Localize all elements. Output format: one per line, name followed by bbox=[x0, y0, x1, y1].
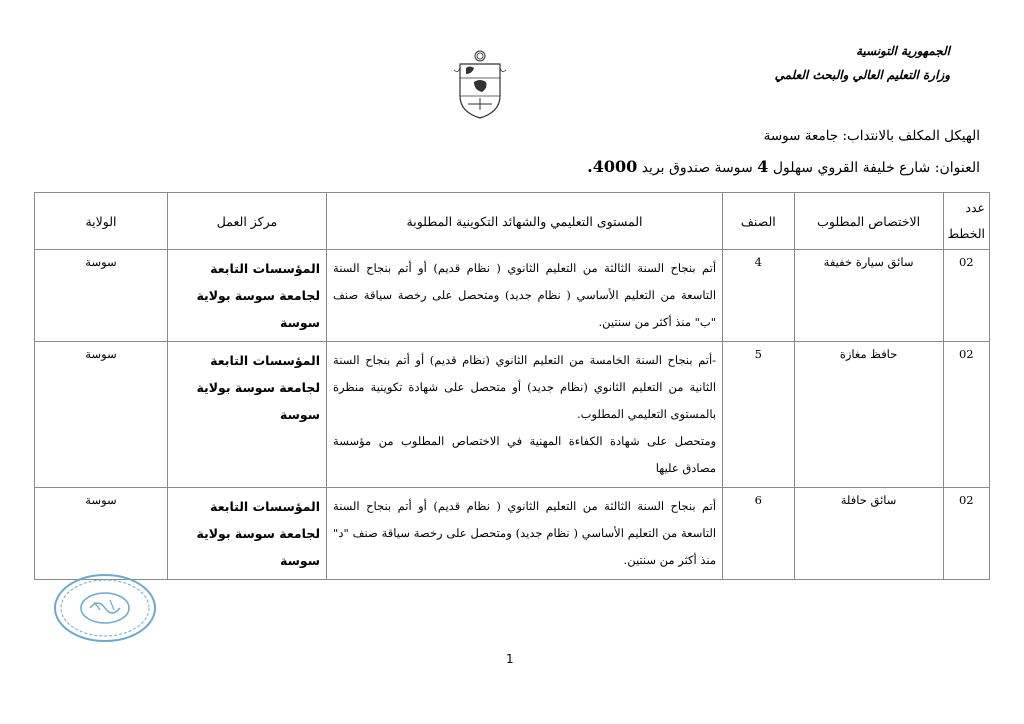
row-state: سوسة bbox=[35, 250, 168, 342]
table-row bbox=[35, 342, 990, 488]
recruiting-body-line bbox=[80, 128, 980, 144]
postal-code: 4000. bbox=[587, 157, 638, 176]
page-number: 1 bbox=[506, 652, 514, 666]
row-qualifications bbox=[327, 250, 723, 342]
recruiter-value: جامعة سوسة bbox=[763, 128, 839, 144]
address-label: العنوان: bbox=[934, 160, 980, 176]
row-work-center: المؤسسات التابعة لجامعة سوسة بولاية سوسة bbox=[167, 488, 326, 580]
address-city: سوسة صندوق بريد bbox=[641, 160, 753, 176]
header-grade: الصنف bbox=[723, 193, 795, 250]
header-qualifications: المستوى التعليمي والشهائد التكوينية المطلوبة bbox=[327, 193, 723, 250]
header-specialty: الاختصاص المطلوب bbox=[794, 193, 943, 250]
header-count: عدد الخطط bbox=[943, 193, 989, 250]
header-work-center: مركز العمل bbox=[167, 193, 326, 250]
row-count: 02 bbox=[943, 342, 989, 488]
ministry-header bbox=[775, 44, 950, 82]
table-header-row bbox=[35, 193, 990, 250]
university-stamp-seal bbox=[52, 572, 158, 644]
row-grade: 4 bbox=[723, 250, 795, 342]
row-count: 02 bbox=[943, 488, 989, 580]
row-qualifications bbox=[327, 488, 723, 580]
row-qualifications bbox=[327, 342, 723, 488]
row-specialty: سائق حافلة bbox=[794, 488, 943, 580]
row-state: سوسة bbox=[35, 488, 168, 580]
table-row bbox=[35, 488, 990, 580]
row-state: سوسة bbox=[35, 342, 168, 488]
address-number: 4 bbox=[757, 157, 769, 176]
row-specialty: سائق سيارة خفيفة bbox=[794, 250, 943, 342]
header-state: الولاية bbox=[35, 193, 168, 250]
address-street: شارع خليفة القروي سهلول bbox=[772, 160, 931, 176]
qualification-text: -أتم بنجاح السنة الخامسة من التعليم الثانوي (نظام قديم) أو أتم بنجاح السنة الثانية من التعليم الثانوي (نظام جديد) أو متحصل على شهادة تكوينية منظرة بالمستوى التعليمي المطلوب. bbox=[333, 353, 717, 421]
row-grade: 6 bbox=[723, 488, 795, 580]
row-count: 02 bbox=[943, 250, 989, 342]
qualification-text: أتم بنجاح السنة الثالثة من التعليم الثانوي ( نظام قديم) أو أتم بنجاح السنة التاسعة من التعليم الأساسي ( نظام جديد) ومتحصل على رخصة سياقة صنف "د" منذ أكثر من سنتين. bbox=[333, 499, 717, 567]
positions-table bbox=[34, 192, 990, 580]
table-row bbox=[35, 250, 990, 342]
republic-title: الجمهورية التونسية bbox=[855, 44, 950, 58]
qualification-text: ومتحصل على شهادة الكفاءة المهنية في الاختصاص المطلوب من مؤسسة مصادق عليها bbox=[333, 434, 717, 475]
row-work-center: المؤسسات التابعة لجامعة سوسة بولاية سوسة bbox=[167, 250, 326, 342]
row-grade: 5 bbox=[723, 342, 795, 488]
recruiter-label: الهيكل المكلف بالانتداب: bbox=[842, 128, 980, 144]
ministry-title: وزارة التعليم العالي والبحث العلمي bbox=[774, 68, 950, 82]
qualification-text: أتم بنجاح السنة الثالثة من التعليم الثانوي ( نظام قديم) أو أتم بنجاح السنة التاسعة من التعليم الأساسي ( نظام جديد) ومتحصل على رخصة سياقة صنف "ب" منذ أكثر من سنتين. bbox=[333, 261, 717, 329]
address-line bbox=[80, 157, 980, 176]
row-specialty: حافظ مغازة bbox=[794, 342, 943, 488]
coat-of-arms-emblem bbox=[454, 48, 506, 120]
row-work-center: المؤسسات التابعة لجامعة سوسة بولاية سوسة bbox=[167, 342, 326, 488]
